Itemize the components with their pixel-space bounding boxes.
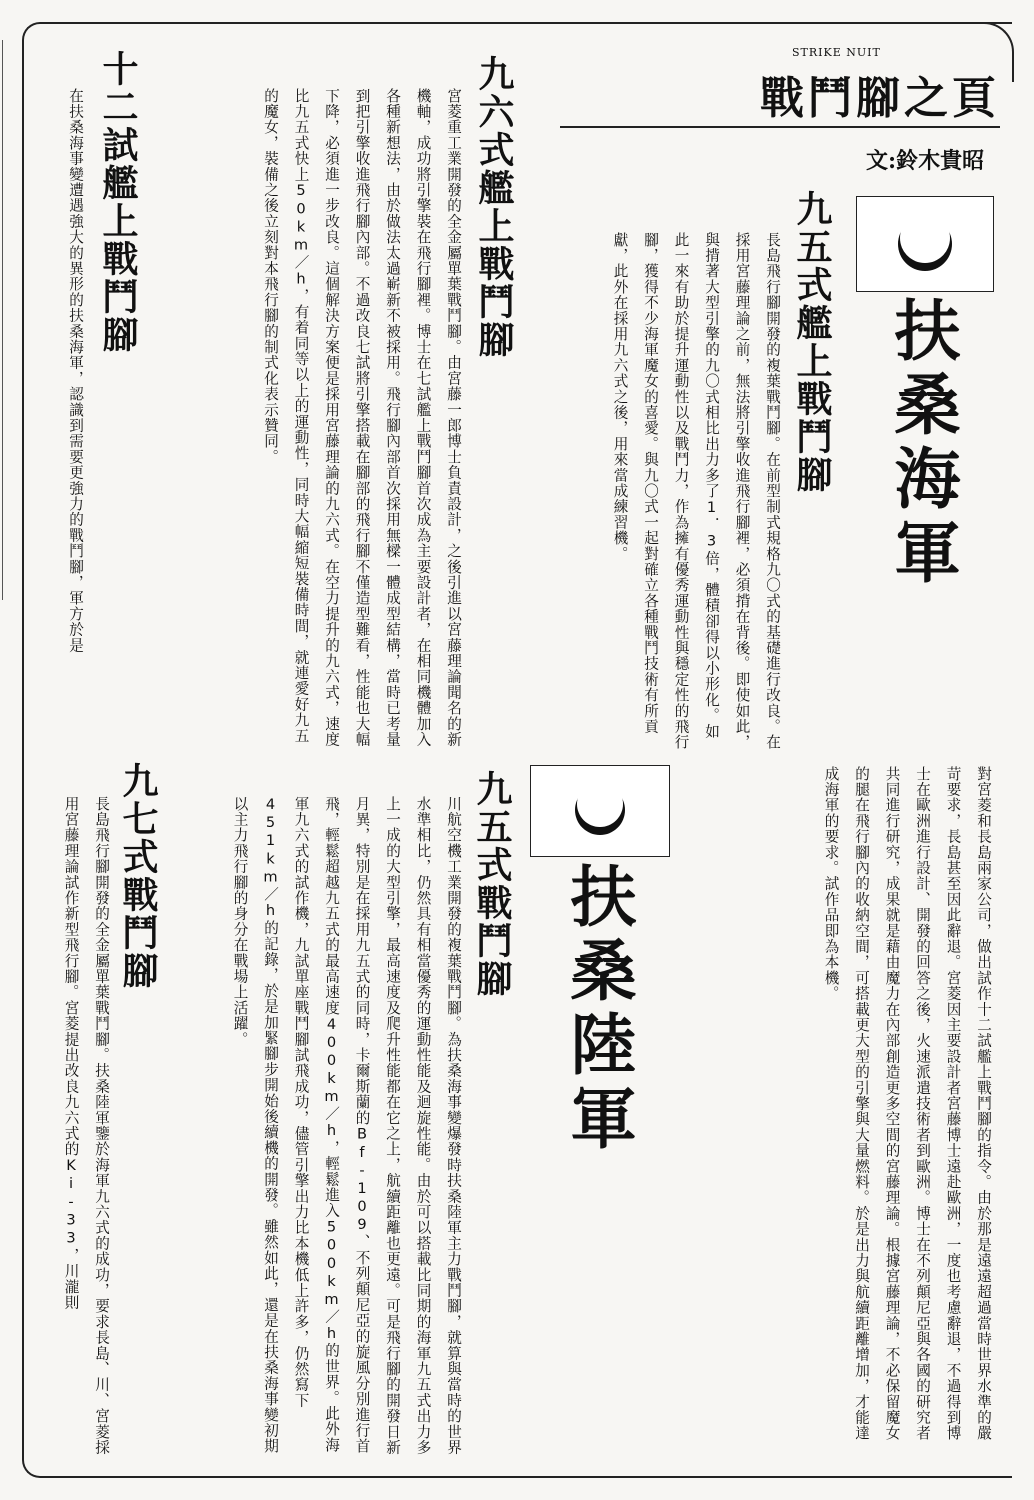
navy-type12-continued: 對宮菱和長島兩家公司，做出試作十二試艦上戰鬥腳的指令。由於那是遠遠超過當時世界水準的嚴苛要求，長島甚至因此辭退。宮菱因主要設計者宮藤博士遠赴歐洲，一度也考慮辭退，不過得到博士在歐洲進行設計、開發的回答之後，火速派遣技術者到歐洲。博士在不列顛尼亞與各國的研究者共同進行研究，成果就是藉由魔力在內部創造更多空間的宮藤理論。根據宮藤理論，不必保留魔女的腿在飛行腳內的收納空間，可搭載更大型的引擎與大量燃料。於是出力與航續距離增加，才能達成海軍的要求。試作品即為本機。 — [822, 766, 992, 1442]
army-flag — [530, 765, 670, 857]
navy-type95-text: 長島飛行腳開發的複葉戰鬥腳。在前型制式規格九〇式的基礎進行改良。在採用宮藤理論之前，無法將引擎收進飛行腳裡，必須揹在背後。即使如此，與揹著大型引擎的九〇式相比出力多了1．3倍，體積卻得以小形化。如此一來有助於提升運動性以及戰鬥力，作為擁有優秀運動性與穩定性的飛行腳，獲得不少海軍魔女的喜愛。與九〇式一起對確立各種戰鬥技術有所貢獻，此外在採用九六式之後，用來當成練習機。 — [611, 232, 781, 751]
crescent-icon — [857, 197, 993, 291]
navy-type95-heading: 九五式艦上戰鬥腳 — [791, 190, 833, 494]
navy-type96-heading: 九六式艦上戰鬥腳 — [473, 55, 515, 359]
army-type97-heading: 九七式戰鬥腳 — [117, 762, 159, 990]
navy-type12-text: 在扶桑海事變遭遇強大的異形的扶桑海軍，認識到需要更強力的戰鬥腳，軍方於是 — [67, 88, 84, 654]
navy-flag — [856, 196, 994, 292]
navy-type96-text: 宮菱重工業開發的全金屬單葉戰鬥腳。由宮藤一郎博士負責設計，之後引進以宮藤理論聞名的新機軸，成功將引擎裝在飛行腳裡。博士在七試艦上戰鬥腳首次成為主要設計者，在相同機體加入各種新想法，由於做法太過嶄新不被採用。飛行腳內部首次採用無樑一體成型結構，當時已考量到把引擎收進飛行腳內部。不過改良七試將引擎搭載在腳部的飛行腳不僅造型難看，性能也大幅下降，必須進一步改良。這個解決方案便是採用宮藤理論的九六式。在空力提升的九六式，速度比九五式快上50km／h，有着同等以上的運動性，同時大幅縮短裝備時間，就連愛好九五的魔女，裝備之後立刻對本飛行腳的制式化表示贊同。 — [262, 88, 462, 748]
navy-type12-heading: 十二試艦上戰鬥腳 — [97, 50, 139, 354]
army-heading: 扶桑陸軍 — [559, 862, 637, 1158]
scan-edge-mark — [2, 40, 3, 600]
crescent-icon — [531, 766, 669, 856]
army-type95-text: 川航空機工業開發的複葉戰鬥腳。為扶桑海事變爆發時扶桑陸軍主力戰鬥腳，就算與當時的世界水準相比，仍然具有相當優秀的運動性能及迴旋性能。由於可以搭載比同期的海軍九五式出力多上一成的大型引擎，最高速度及爬升性能都在它之上，航續距離也更遠。可是飛行腳的開發日新月異，特別是在採用九五式的同時，卡爾斯蘭的Bf-109、不列顛尼亞的旋風分別進行首飛，輕鬆超越九五式的最高速度400km／h，輕鬆進入500km／h的世界。此外海軍九六式的試作機，九試單座戰鬥腳試飛成功，儘管引擎出力比本機低上許多，仍然寫下451km／h的記錄，於是加緊腳步開始後續機的開發。雖然如此，還是在扶桑海事變初期以主力飛行腳的身分在戰場上活躍。 — [231, 796, 462, 1456]
army-type95-heading: 九五式戰鬥腳 — [471, 770, 513, 998]
title-rule — [560, 126, 1000, 128]
army-type97-text: 長島飛行腳開發的全金屬單葉戰鬥腳。扶桑陸軍鑒於海軍九六式的成功，要求長島、川、宮菱採用宮藤理論試作新型飛行腳。宮菱提出改良九六式的Ki-33，川瀧則 — [62, 796, 110, 1456]
navy-heading: 扶桑海軍 — [883, 296, 961, 592]
page-title: 戰鬥腳之頁 — [760, 73, 1000, 124]
strike-witches-kicker: STRIKE NUIT — [792, 46, 881, 59]
author-credit: 文:鈴木貴昭 — [866, 148, 985, 174]
